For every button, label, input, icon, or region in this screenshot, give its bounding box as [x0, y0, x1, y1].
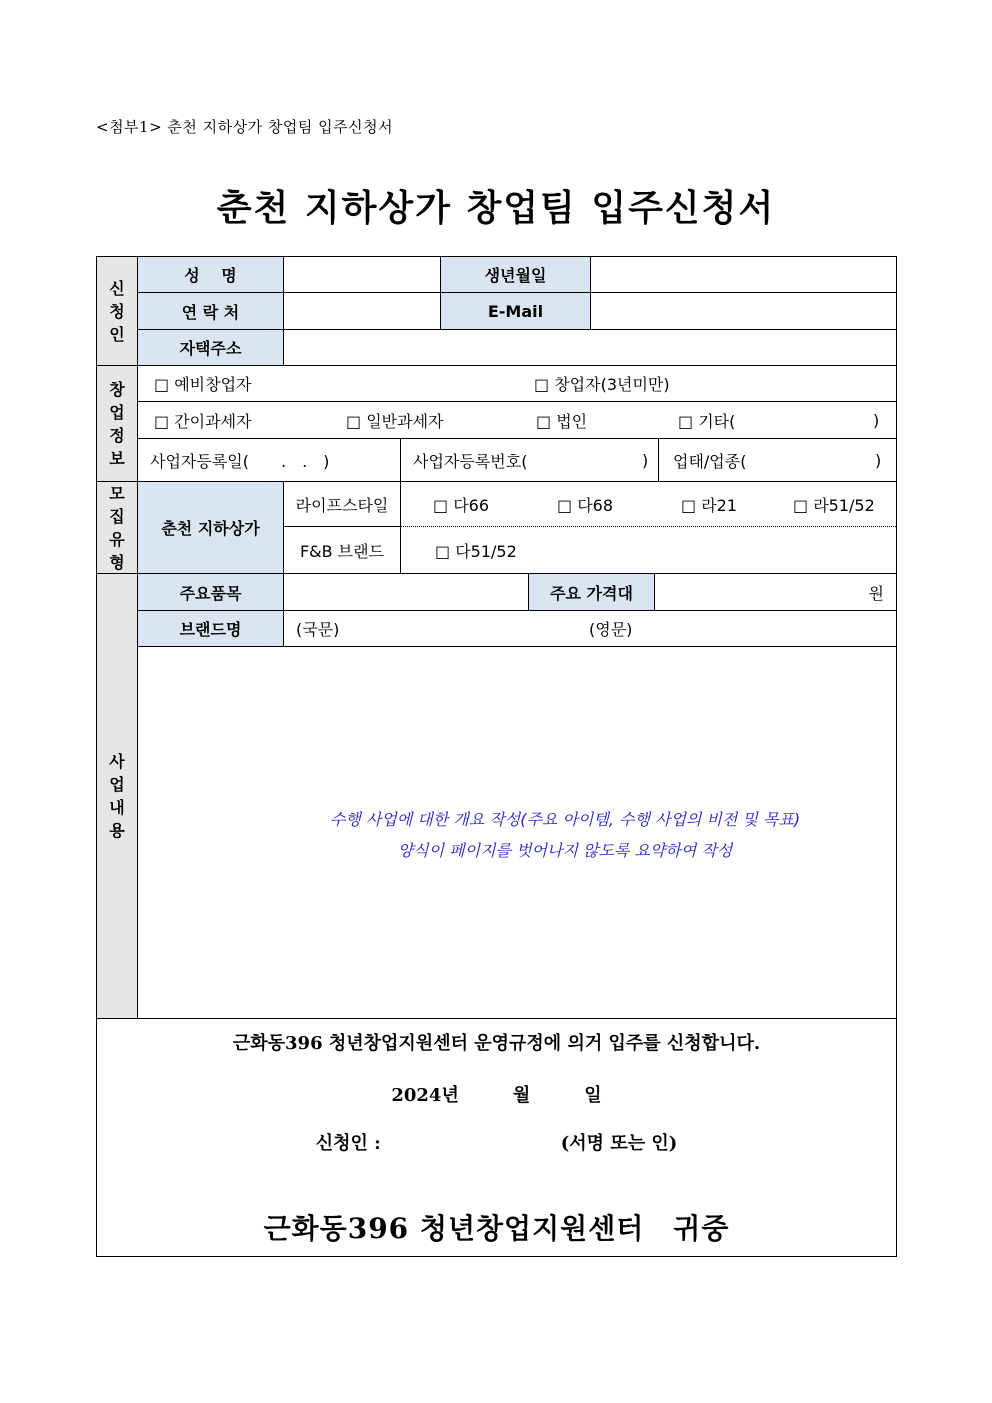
checkbox-da66[interactable]: □ 다66 [433, 495, 490, 515]
tax-type-row [138, 402, 896, 439]
fnb-options [401, 527, 896, 574]
brand-label: 브랜드명 [138, 611, 284, 647]
price-range-field[interactable] [655, 574, 896, 611]
brand-field[interactable] [284, 611, 896, 647]
declaration-signer: 신청인 : (서명 또는 인) [315, 1133, 678, 1154]
price-range-label: 주요 가격대 [529, 574, 655, 611]
main-items-field[interactable] [284, 574, 529, 611]
checkbox-da68[interactable]: □ 다68 [557, 495, 614, 515]
brand-korean-label: (국문) [296, 620, 340, 639]
business-type-row [138, 366, 896, 402]
checkbox-ra51-52[interactable]: □ 라51/52 [793, 495, 875, 515]
description-hint-line2: 양식이 페이지를 벗어나지 않도록 요약하여 작성 [397, 841, 733, 860]
checkbox-simple-tax[interactable]: □ 간이과세자 [154, 411, 252, 431]
fnb-label: F&B 브랜드 [284, 527, 401, 574]
checkbox-ra21[interactable]: □ 라21 [681, 495, 738, 515]
section-applicant: 신청인 [97, 257, 138, 366]
email-field[interactable] [591, 293, 896, 330]
lifestyle-options [401, 482, 896, 527]
industry-field[interactable] [659, 439, 896, 482]
section-business-info: 창업정보 [97, 366, 138, 482]
checkbox-corporation[interactable]: □ 법인 [536, 411, 588, 431]
checkbox-other[interactable]: □ 기타( [678, 411, 736, 431]
registration-number-close: ) [642, 450, 649, 470]
registration-date[interactable]: 사업자등록일( . . ) [138, 439, 401, 482]
industry-label: 업태/업종( [673, 451, 747, 471]
registration-number-label: 사업자등록번호( [413, 451, 528, 471]
checkbox-general-tax[interactable]: □ 일반과세자 [346, 411, 444, 431]
checkbox-pre-founder[interactable]: □ 예비창업자 [154, 375, 252, 394]
declaration-statement: 근화동396 청년창업지원센터 운영규정에 의거 입주를 신청합니다. [232, 1033, 761, 1054]
address-field[interactable] [284, 330, 896, 366]
brand-english-label: (영문) [589, 620, 633, 639]
checkbox-da51-52[interactable]: □ 다51/52 [435, 541, 517, 561]
section-recruit-type: 모집유형 [97, 482, 138, 574]
registration-number[interactable] [401, 439, 659, 482]
checkbox-founder[interactable]: □ 창업자(3년미만) [534, 375, 670, 394]
industry-close: ) [875, 450, 882, 470]
main-items-label: 주요품목 [138, 574, 284, 611]
declaration-recipient: 근화동396 청년창업지원센터 귀중 [263, 1212, 730, 1245]
declaration-date: 2024년 월 일 [391, 1085, 602, 1106]
birth-label: 생년월일 [441, 257, 591, 293]
application-form [96, 256, 897, 1257]
description-hint-line1: 수행 사업에 대한 개요 작성(주요 아이템, 수행 사업의 비전 및 목표) [329, 810, 801, 829]
contact-label: 연 락 처 [138, 293, 284, 330]
birth-field[interactable] [591, 257, 896, 293]
page-title: 춘천 지하상가 창업팀 입주신청서 [216, 188, 776, 229]
other-close-paren: ) [873, 410, 880, 430]
name-label: 성 명 [138, 257, 284, 293]
price-unit: 원 [868, 583, 884, 603]
address-label: 자택주소 [138, 330, 284, 366]
name-field[interactable] [284, 257, 441, 293]
location-label: 춘천 지하상가 [138, 482, 284, 574]
business-description-area[interactable] [138, 647, 896, 1019]
attachment-label: <첨부1> 춘천 지하상가 창업팀 입주신청서 [96, 118, 394, 136]
email-label: E-Mail [441, 293, 591, 330]
contact-field[interactable] [284, 293, 441, 330]
lifestyle-label: 라이프스타일 [284, 482, 401, 527]
section-business-content: 사업내용 [97, 574, 138, 1019]
